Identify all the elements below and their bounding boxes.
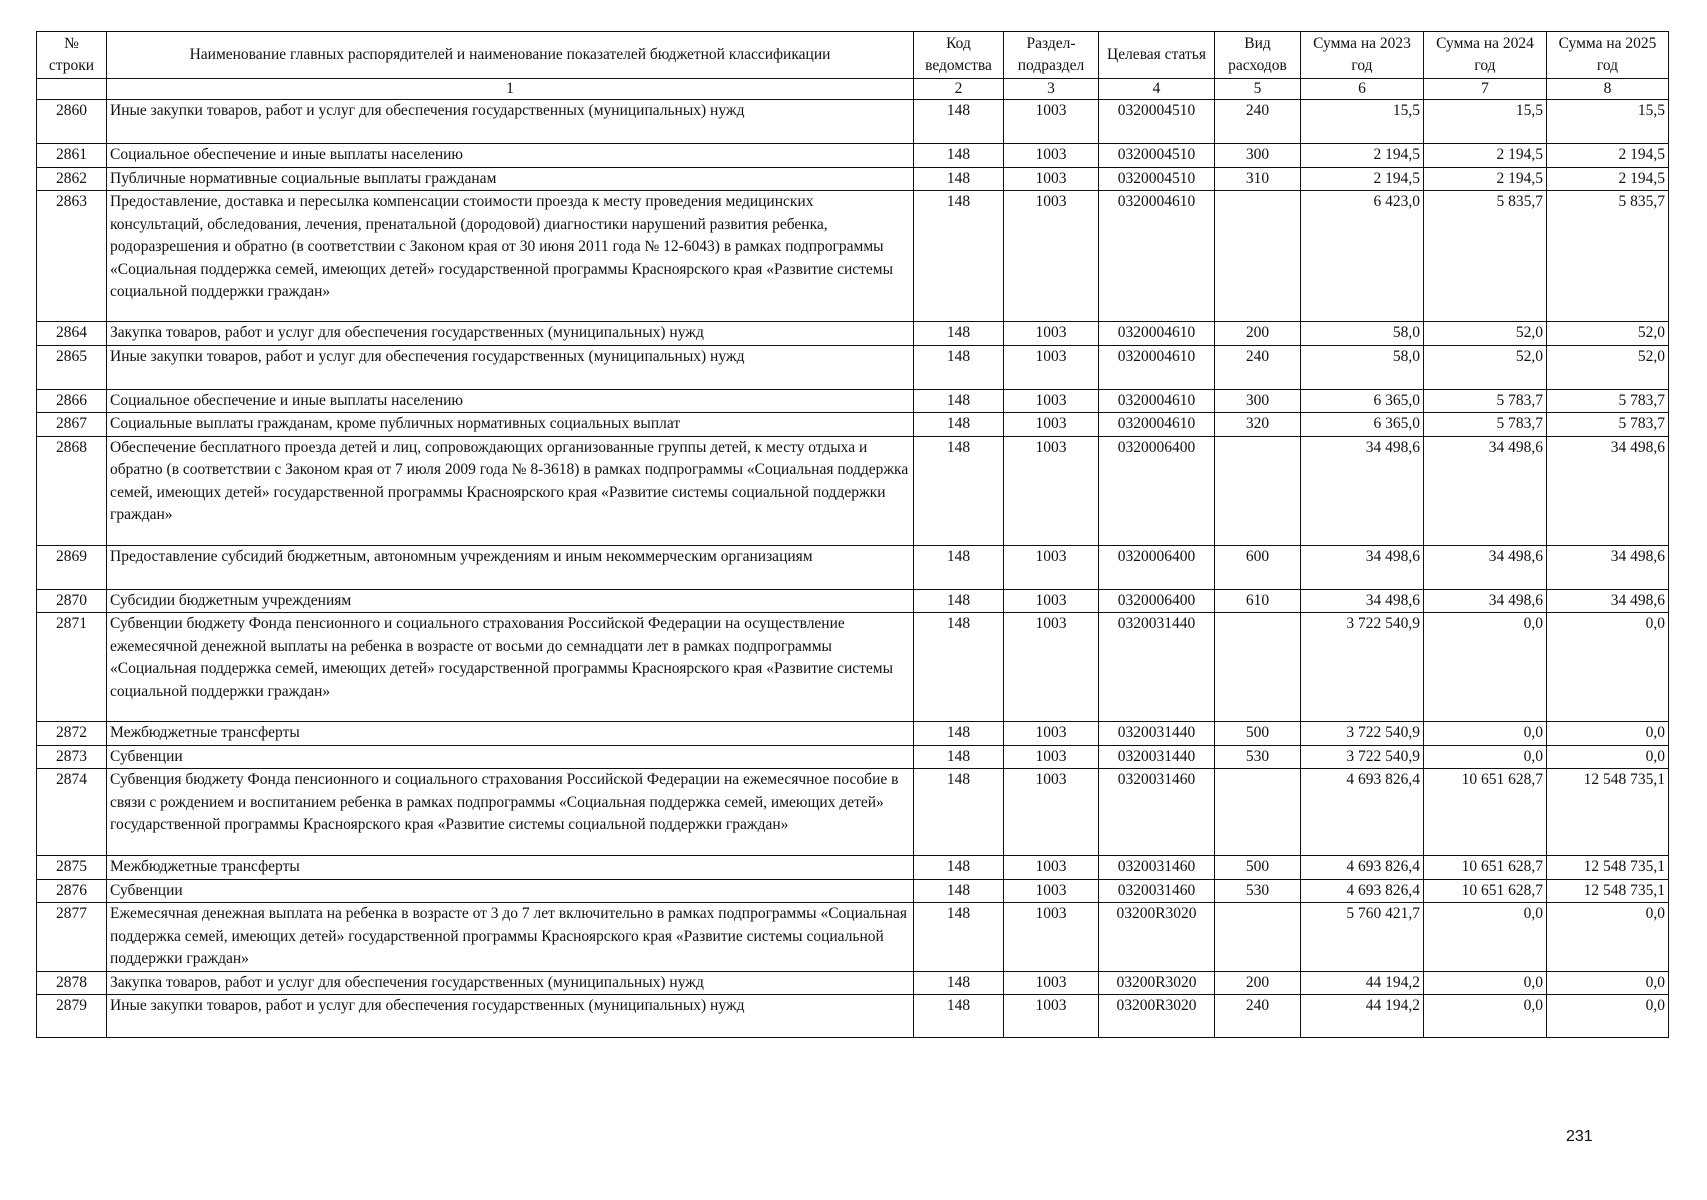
row-sum-2024: 0,0 [1424, 903, 1547, 972]
row-target: 0320031460 [1099, 856, 1215, 880]
row-section: 1003 [1004, 167, 1099, 191]
row-dept-code: 148 [914, 545, 1004, 589]
row-number: 2872 [37, 722, 107, 746]
row-dept-code: 148 [914, 971, 1004, 995]
row-section: 1003 [1004, 191, 1099, 322]
header-sum-2025: Сумма на 2025 год [1547, 32, 1669, 79]
row-target: 0320031440 [1099, 722, 1215, 746]
row-sum-2024: 5 835,7 [1424, 191, 1547, 322]
row-number: 2877 [37, 903, 107, 972]
row-target: 03200R3020 [1099, 995, 1215, 1038]
row-sum-2024: 10 651 628,7 [1424, 856, 1547, 880]
row-number: 2868 [37, 436, 107, 545]
row-section: 1003 [1004, 856, 1099, 880]
row-target: 0320006400 [1099, 545, 1215, 589]
row-expense-type: 500 [1215, 856, 1301, 880]
row-sum-2023: 58,0 [1301, 345, 1424, 389]
table-row [37, 613, 1669, 722]
row-dept-code: 148 [914, 745, 1004, 769]
row-name: Публичные нормативные социальные выплаты гражданам [107, 167, 914, 191]
table-row [37, 589, 1669, 613]
row-sum-2025: 2 194,5 [1547, 167, 1669, 191]
column-number: 5 [1215, 79, 1301, 100]
row-sum-2025: 52,0 [1547, 322, 1669, 346]
row-sum-2023: 2 194,5 [1301, 167, 1424, 191]
column-number: 3 [1004, 79, 1099, 100]
row-target: 0320004610 [1099, 345, 1215, 389]
row-target: 0320031460 [1099, 769, 1215, 856]
row-name: Ежемесячная денежная выплата на ребенка в возрасте от 3 до 7 лет включительно в рамках подпрограммы «Социальная поддержка семей, имеющих детей» государственной программы Красноярского края «Развитие системы социальной поддержки граждан» [107, 903, 914, 972]
row-section: 1003 [1004, 879, 1099, 903]
row-name: Субвенции [107, 879, 914, 903]
table-row [37, 322, 1669, 346]
row-sum-2024: 5 783,7 [1424, 389, 1547, 413]
row-name: Субвенции бюджету Фонда пенсионного и социального страхования Российской Федерации на осуществление ежемесячной денежной выплаты на ребенка в возрасте от восьми до семнадцати лет в рамках подпрограммы «Социальная поддержка семей, имеющих детей» государственной программы Красноярского края «Развитие системы социальной поддержки граждан» [107, 613, 914, 722]
row-dept-code: 148 [914, 413, 1004, 437]
row-sum-2025: 52,0 [1547, 345, 1669, 389]
header-sum-2023: Сумма на 2023 год [1301, 32, 1424, 79]
row-expense-type [1215, 903, 1301, 972]
row-sum-2023: 15,5 [1301, 100, 1424, 144]
row-section: 1003 [1004, 971, 1099, 995]
row-sum-2025: 2 194,5 [1547, 144, 1669, 168]
row-expense-type: 530 [1215, 745, 1301, 769]
header-name: Наименование главных распорядителей и наименование показателей бюджетной классификации [107, 32, 914, 79]
row-expense-type: 200 [1215, 322, 1301, 346]
header-section: Раздел-подраздел [1004, 32, 1099, 79]
row-dept-code: 148 [914, 856, 1004, 880]
row-section: 1003 [1004, 769, 1099, 856]
row-section: 1003 [1004, 745, 1099, 769]
row-sum-2024: 34 498,6 [1424, 436, 1547, 545]
row-section: 1003 [1004, 436, 1099, 545]
row-dept-code: 148 [914, 345, 1004, 389]
row-number: 2878 [37, 971, 107, 995]
page-number: 231 [1566, 1128, 1593, 1145]
column-number [37, 79, 107, 100]
row-expense-type: 310 [1215, 167, 1301, 191]
row-expense-type [1215, 613, 1301, 722]
row-expense-type: 320 [1215, 413, 1301, 437]
row-target: 0320004510 [1099, 167, 1215, 191]
row-sum-2023: 2 194,5 [1301, 144, 1424, 168]
row-target: 0320004510 [1099, 144, 1215, 168]
row-sum-2023: 6 423,0 [1301, 191, 1424, 322]
row-number: 2873 [37, 745, 107, 769]
row-sum-2023: 6 365,0 [1301, 389, 1424, 413]
row-expense-type: 300 [1215, 144, 1301, 168]
row-number: 2864 [37, 322, 107, 346]
row-sum-2024: 34 498,6 [1424, 545, 1547, 589]
row-name: Социальные выплаты гражданам, кроме публичных нормативных социальных выплат [107, 413, 914, 437]
row-expense-type: 240 [1215, 345, 1301, 389]
row-sum-2024: 0,0 [1424, 995, 1547, 1038]
row-expense-type: 200 [1215, 971, 1301, 995]
row-name: Предоставление субсидий бюджетным, автономным учреждениям и иным некоммерческим организациям [107, 545, 914, 589]
row-sum-2024: 52,0 [1424, 345, 1547, 389]
row-expense-type: 240 [1215, 100, 1301, 144]
row-dept-code: 148 [914, 879, 1004, 903]
row-name: Социальное обеспечение и иные выплаты населению [107, 144, 914, 168]
row-number: 2871 [37, 613, 107, 722]
row-sum-2023: 44 194,2 [1301, 995, 1424, 1038]
row-sum-2025: 12 548 735,1 [1547, 879, 1669, 903]
table-row [37, 995, 1669, 1038]
row-dept-code: 148 [914, 167, 1004, 191]
header-dept-code: Код ведомства [914, 32, 1004, 79]
row-name: Предоставление, доставка и пересылка компенсации стоимости проезда к месту проведения медицинских консультаций, обследования, лечения, пренатальной (дородовой) диагностики нарушений развития ребенка, родоразрешения и обратно (в соответствии с Законом края от 30 июня 2011 года № 12-6043) в рамках подпрограммы «Социальная поддержка семей, имеющих детей» государственной программы Красноярского края «Развитие системы социальной поддержки граждан» [107, 191, 914, 322]
row-section: 1003 [1004, 995, 1099, 1038]
row-target: 0320004610 [1099, 389, 1215, 413]
row-number: 2863 [37, 191, 107, 322]
row-expense-type [1215, 436, 1301, 545]
row-name: Иные закупки товаров, работ и услуг для обеспечения государственных (муниципальных) нужд [107, 345, 914, 389]
row-name: Субвенция бюджету Фонда пенсионного и социального страхования Российской Федерации на ежемесячное пособие в связи с рождением и воспитанием ребенка в рамках подпрограммы «Социальная поддержка семей, имеющих детей» государственной программы Красноярского края «Развитие системы социальной поддержки граждан» [107, 769, 914, 856]
table-row [37, 722, 1669, 746]
row-dept-code: 148 [914, 436, 1004, 545]
table-row [37, 769, 1669, 856]
row-sum-2025: 0,0 [1547, 722, 1669, 746]
row-sum-2025: 12 548 735,1 [1547, 856, 1669, 880]
row-number: 2874 [37, 769, 107, 856]
column-number: 2 [914, 79, 1004, 100]
table-row [37, 413, 1669, 437]
row-target: 0320004610 [1099, 413, 1215, 437]
row-number: 2867 [37, 413, 107, 437]
row-name: Субвенции [107, 745, 914, 769]
row-expense-type: 600 [1215, 545, 1301, 589]
row-section: 1003 [1004, 413, 1099, 437]
row-sum-2024: 52,0 [1424, 322, 1547, 346]
header-row [37, 32, 1669, 79]
row-name: Межбюджетные трансферты [107, 856, 914, 880]
table-row [37, 389, 1669, 413]
row-name: Закупка товаров, работ и услуг для обеспечения государственных (муниципальных) нужд [107, 971, 914, 995]
row-sum-2025: 34 498,6 [1547, 589, 1669, 613]
row-expense-type [1215, 191, 1301, 322]
row-section: 1003 [1004, 345, 1099, 389]
row-sum-2023: 44 194,2 [1301, 971, 1424, 995]
row-expense-type: 300 [1215, 389, 1301, 413]
row-dept-code: 148 [914, 613, 1004, 722]
header-sum-2024: Сумма на 2024 год [1424, 32, 1547, 79]
row-sum-2025: 34 498,6 [1547, 545, 1669, 589]
table-row [37, 545, 1669, 589]
row-sum-2025: 0,0 [1547, 613, 1669, 722]
row-dept-code: 148 [914, 995, 1004, 1038]
row-section: 1003 [1004, 389, 1099, 413]
row-sum-2023: 58,0 [1301, 322, 1424, 346]
row-sum-2025: 0,0 [1547, 903, 1669, 972]
row-section: 1003 [1004, 903, 1099, 972]
table-row [37, 745, 1669, 769]
row-number: 2866 [37, 389, 107, 413]
row-name: Иные закупки товаров, работ и услуг для обеспечения государственных (муниципальных) нужд [107, 995, 914, 1038]
table-row [37, 903, 1669, 972]
row-sum-2023: 34 498,6 [1301, 589, 1424, 613]
row-sum-2024: 2 194,5 [1424, 144, 1547, 168]
row-dept-code: 148 [914, 389, 1004, 413]
row-expense-type: 240 [1215, 995, 1301, 1038]
table-row [37, 879, 1669, 903]
row-name: Социальное обеспечение и иные выплаты населению [107, 389, 914, 413]
column-number: 7 [1424, 79, 1547, 100]
row-sum-2024: 15,5 [1424, 100, 1547, 144]
row-number: 2860 [37, 100, 107, 144]
row-number: 2861 [37, 144, 107, 168]
header-row-no: № строки [37, 32, 107, 79]
row-dept-code: 148 [914, 722, 1004, 746]
row-sum-2023: 34 498,6 [1301, 436, 1424, 545]
row-expense-type: 610 [1215, 589, 1301, 613]
row-sum-2024: 34 498,6 [1424, 589, 1547, 613]
row-sum-2023: 5 760 421,7 [1301, 903, 1424, 972]
row-dept-code: 148 [914, 322, 1004, 346]
row-sum-2024: 10 651 628,7 [1424, 879, 1547, 903]
row-name: Обеспечение бесплатного проезда детей и лиц, сопровождающих организованные группы детей, к месту отдыха и обратно (в соответствии с Законом края от 7 июля 2009 года № 8-3618) в рамках подпрограммы «Социальная поддержка семей, имеющих детей» государственной программы Красноярского края «Развитие системы социальной поддержки граждан» [107, 436, 914, 545]
table-row [37, 100, 1669, 144]
table-row [37, 971, 1669, 995]
column-number: 8 [1547, 79, 1669, 100]
row-sum-2023: 6 365,0 [1301, 413, 1424, 437]
row-section: 1003 [1004, 613, 1099, 722]
table-row [37, 167, 1669, 191]
row-sum-2025: 15,5 [1547, 100, 1669, 144]
row-name: Субсидии бюджетным учреждениям [107, 589, 914, 613]
row-sum-2024: 2 194,5 [1424, 167, 1547, 191]
row-target: 0320004510 [1099, 100, 1215, 144]
row-section: 1003 [1004, 722, 1099, 746]
row-name: Иные закупки товаров, работ и услуг для обеспечения государственных (муниципальных) нужд [107, 100, 914, 144]
row-sum-2025: 5 783,7 [1547, 389, 1669, 413]
row-number: 2862 [37, 167, 107, 191]
row-sum-2025: 34 498,6 [1547, 436, 1669, 545]
table-row [37, 144, 1669, 168]
row-sum-2024: 5 783,7 [1424, 413, 1547, 437]
row-number: 2870 [37, 589, 107, 613]
row-sum-2023: 3 722 540,9 [1301, 613, 1424, 722]
header-target: Целевая статья [1099, 32, 1215, 79]
row-sum-2024: 0,0 [1424, 613, 1547, 722]
row-dept-code: 148 [914, 769, 1004, 856]
row-sum-2024: 10 651 628,7 [1424, 769, 1547, 856]
row-dept-code: 148 [914, 144, 1004, 168]
row-sum-2024: 0,0 [1424, 745, 1547, 769]
row-sum-2023: 34 498,6 [1301, 545, 1424, 589]
column-number: 1 [107, 79, 914, 100]
row-dept-code: 148 [914, 191, 1004, 322]
row-target: 03200R3020 [1099, 971, 1215, 995]
row-number: 2865 [37, 345, 107, 389]
row-target: 0320006400 [1099, 589, 1215, 613]
table-row [37, 856, 1669, 880]
column-number: 4 [1099, 79, 1215, 100]
row-target: 03200R3020 [1099, 903, 1215, 972]
row-section: 1003 [1004, 589, 1099, 613]
table-row [37, 345, 1669, 389]
row-sum-2023: 3 722 540,9 [1301, 722, 1424, 746]
row-sum-2024: 0,0 [1424, 722, 1547, 746]
row-expense-type: 530 [1215, 879, 1301, 903]
row-sum-2023: 4 693 826,4 [1301, 769, 1424, 856]
row-sum-2023: 4 693 826,4 [1301, 879, 1424, 903]
row-sum-2025: 0,0 [1547, 745, 1669, 769]
row-expense-type: 500 [1215, 722, 1301, 746]
row-target: 0320031440 [1099, 613, 1215, 722]
row-target: 0320031460 [1099, 879, 1215, 903]
row-number: 2879 [37, 995, 107, 1038]
row-sum-2025: 0,0 [1547, 971, 1669, 995]
row-target: 0320004610 [1099, 322, 1215, 346]
row-dept-code: 148 [914, 589, 1004, 613]
row-section: 1003 [1004, 545, 1099, 589]
row-section: 1003 [1004, 144, 1099, 168]
table-row [37, 436, 1669, 545]
row-number: 2875 [37, 856, 107, 880]
row-number: 2869 [37, 545, 107, 589]
column-number-row [37, 79, 1669, 100]
row-sum-2025: 5 835,7 [1547, 191, 1669, 322]
row-name: Закупка товаров, работ и услуг для обеспечения государственных (муниципальных) нужд [107, 322, 914, 346]
table-row [37, 191, 1669, 322]
row-expense-type [1215, 769, 1301, 856]
row-dept-code: 148 [914, 903, 1004, 972]
row-sum-2024: 0,0 [1424, 971, 1547, 995]
row-sum-2025: 5 783,7 [1547, 413, 1669, 437]
row-target: 0320031440 [1099, 745, 1215, 769]
row-sum-2023: 3 722 540,9 [1301, 745, 1424, 769]
column-number: 6 [1301, 79, 1424, 100]
budget-table [36, 31, 1669, 1038]
row-section: 1003 [1004, 100, 1099, 144]
row-sum-2023: 4 693 826,4 [1301, 856, 1424, 880]
row-name: Межбюджетные трансферты [107, 722, 914, 746]
row-target: 0320004610 [1099, 191, 1215, 322]
row-number: 2876 [37, 879, 107, 903]
row-section: 1003 [1004, 322, 1099, 346]
row-dept-code: 148 [914, 100, 1004, 144]
row-sum-2025: 0,0 [1547, 995, 1669, 1038]
row-target: 0320006400 [1099, 436, 1215, 545]
row-sum-2025: 12 548 735,1 [1547, 769, 1669, 856]
header-expense-type: Вид расходов [1215, 32, 1301, 79]
